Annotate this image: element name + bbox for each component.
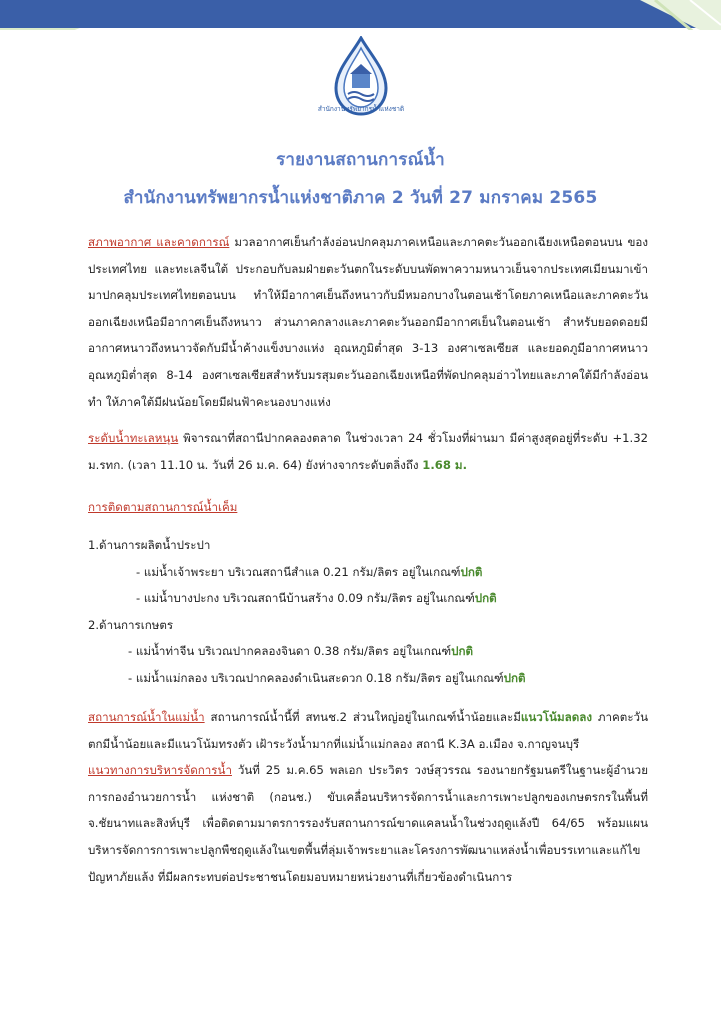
salinity-heading-row <box>88 494 648 521</box>
river-paragraph <box>88 704 648 890</box>
list-item: - แม่น้ำบางปะกง บริเวณสถานีบ้านสร้าง 0.09 กรัม/ลิตร อยู่ในเกณฑ์ปกติ <box>136 591 497 606</box>
status-badge: ปกติ <box>451 644 474 659</box>
weather-text: มวลอากาศเย็นกำลังอ่อนปกคลุมภาคเหนือและภาคตะวันออกเฉียงเหนือตอนบน ของประเทศไทย และทะเลจีนใต้ ประกอบกับลมฝ่ายตะวันตกในระดับบนพัดพาความหนาวเย็นจากประเทศเมียนมาเข้ามาปกคลุมประเทศไทยตอนบน ทำให้มีอากาศเย็นถึงหนาวกับมีหมอกบางในตอนเช้าโดยภาคเหนือและภาคตะวันออกเฉียงเหนือมีอากาศเย็นถึงหนาว ส่วนภาคกลางและภาคตะวันออกมีอากาศเย็นในตอนเช้า สำหรับยอดดอยมีอากาศหนาวถึงหนาวจัดกับมีน้ำค้างแข็งบางแห่ง อุณหภูมิต่ำสุด 3-13 องศาเซลเซียส และยอดภูมีอากาศหนาวอุณหภูมิต่ำสุด 8-14 องศาเซลเซียสสำหรับมรสุมตะวันออกเฉียงเหนือที่พัดปกคลุมอ่าวไทยและภาคใต้มีกำลังอ่อน ทำ ให้ภาคใต้มีฝนน้อยโดยมีฝนฟ้าคะนองบางแห่ง <box>88 235 649 409</box>
header-bar <box>0 0 721 30</box>
status-badge: ปกติ <box>474 591 497 606</box>
salinity-section2-title: 2.ด้านการเกษตร <box>88 617 174 632</box>
sea-level-text: พิจารณาที่สถานีปากคลองตลาด ในช่วงเวลา 24 ชั่วโมงที่ผ่านมา มีค่าสูงสุดอยู่ที่ระดับ +1.32 ม.รทก. (เวลา 11.10 น. วันที่ 26 ม.ค. 64) ยังห่างจากระดับตลิ่งถึง <box>88 431 648 472</box>
management-heading: แนวทางการบริหารจัดการน้ำ <box>88 763 232 778</box>
list-item: - แม่น้ำท่าจีน บริเวณปากคลองจินดา 0.38 กรัม/ลิตร อยู่ในเกณฑ์ปกติ <box>128 644 474 659</box>
sea-level-paragraph <box>88 425 648 478</box>
river-text: สถานการณ์น้ำนี้ที่ สทนช.2 ส่วนใหญ่อยู่ในเกณฑ์น้ำน้อยและมี <box>204 710 521 724</box>
weather-heading: สภาพอากาศ และคาดการณ์ <box>88 235 230 249</box>
list-item: - แม่น้ำเจ้าพระยา บริเวณสถานีสำแล 0.21 กรัม/ลิตร อยู่ในเกณฑ์ปกติ <box>136 564 483 579</box>
report-subtitle: สำนักงานทรัพยากรน้ำแห่งชาติภาค 2 วันที่ 27 มกราคม 2565 <box>123 188 598 208</box>
sea-level-value: 1.68 ม. <box>422 457 467 472</box>
logo-caption: สำนักงานทรัพยากรน้ำแห่งชาติ <box>317 105 405 113</box>
river-trend: แนวโน้มลดลง <box>520 710 592 724</box>
sea-level-heading: ระดับน้ำทะเลหนุน <box>88 431 179 445</box>
status-badge: ปกติ <box>503 670 526 685</box>
salinity-section1-title: 1.ด้านการผลิตน้ำประปา <box>88 538 211 552</box>
river-text2: ภาคตะวันตกมีน้ำน้อยและมีแนวโน้มทรงตัว เฝ้าระวังน้ำมากที่แม่น้ำแม่กลอง สถานี K.3A อ.เมือง จ.กาญจนบุรี <box>88 710 648 751</box>
salinity-list <box>88 532 648 692</box>
management-text: วันที่ 25 ม.ค.65 พลเอก ประวิตร วงษ์สุวรรณ รองนายกรัฐมนตรีในฐานะผู้อำนวยการกองอำนวยการน้ำ แห่งชาติ (กอนช.) ขับเคลื่อนบริหารจัดการน้ำและการเพาะปลูกของเกษตรกรในพื้นที่ จ.ชัยนาทและสิงห์บุรี เพื่อติดตามมาตรการรองรับสถานการณ์ขาดแคลนน้ำในช่วงฤดูแล้งปี 64/65 พร้อมแผนบริหารจัดการการเพาะปลูกพืชฤดูแล้งในเขตพื้นที่ลุ่มเจ้าพระยาและโครงการพัฒนาแหล่งน้ำเพื่อบรรเทาและแก้ไขปัญหาภัยแล้ง ที่มีผลกระทบต่อประชาชนโดยมอบหมายหน่วยงานที่เกี่ยวข้องดำเนินการ <box>88 763 648 884</box>
report-title: รายงานสถานการณ์น้ำ <box>276 150 445 170</box>
list-item: - แม่น้ำแม่กลอง บริเวณปากคลองดำเนินสะดวก 0.18 กรัม/ลิตร อยู่ในเกณฑ์ปกติ <box>128 670 526 685</box>
salinity-heading: การติดตามสถานการณ์น้ำเค็ม <box>88 500 238 514</box>
status-badge: ปกติ <box>460 564 483 579</box>
weather-paragraph <box>88 229 648 415</box>
river-heading: สถานการณ์น้ำในแม่น้ำ <box>88 710 205 724</box>
